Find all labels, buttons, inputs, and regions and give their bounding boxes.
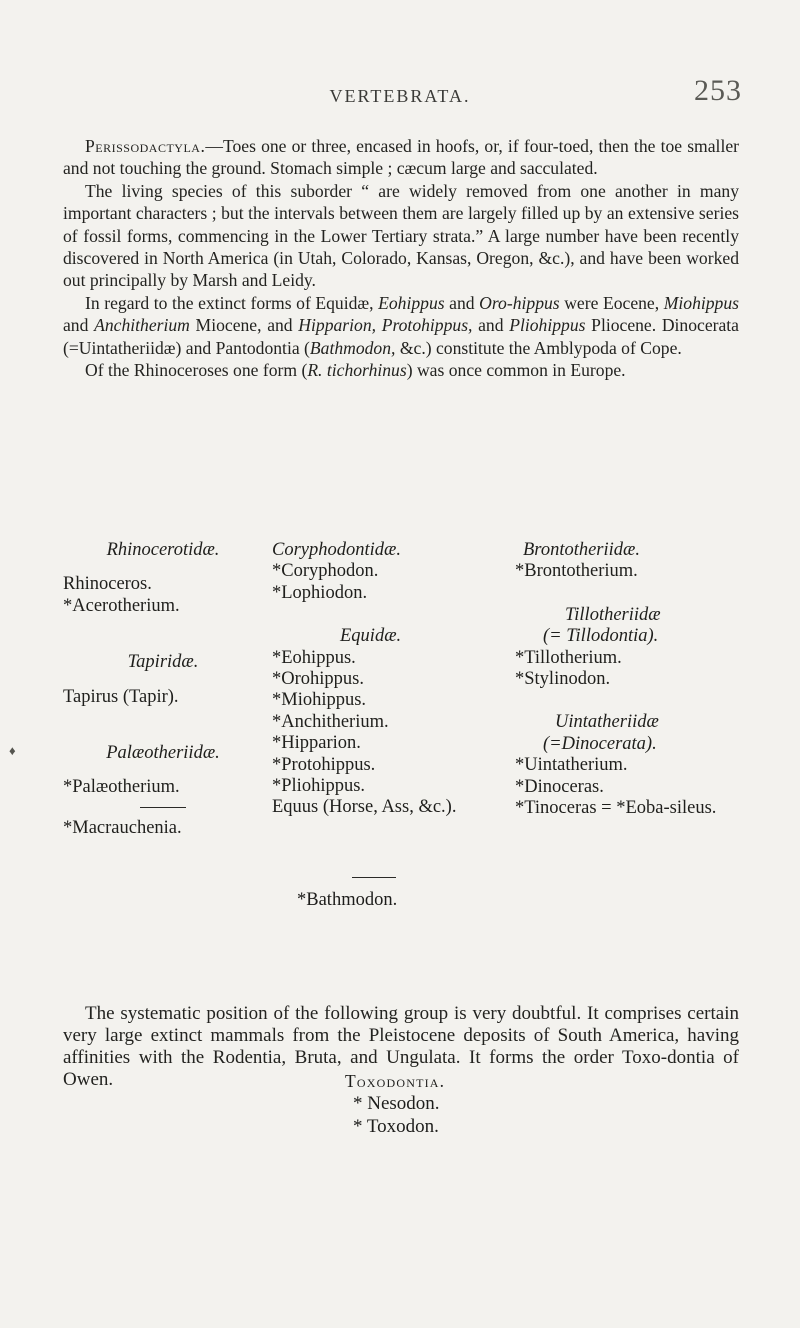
genus-entry: *Eohippus. bbox=[272, 647, 356, 668]
text-span: &c.) constitute the Amblypoda of Cope. bbox=[395, 337, 682, 358]
paragraph-extinct-equidae bbox=[63, 292, 739, 359]
genus-name: Miohippus bbox=[663, 292, 739, 313]
family-heading: Uintatheriidæ bbox=[555, 712, 659, 733]
genus-entry: Rhinoceros. bbox=[63, 574, 152, 595]
genus-entry: * Toxodon. bbox=[353, 1116, 439, 1137]
species-name: R. tichorhinus bbox=[307, 360, 407, 381]
genus-entry: *Brontotherium. bbox=[515, 561, 638, 582]
paragraph-systematic-position: The systematic position of the following group is very doubtful. It comprises certain very large extinct mammals from the Pleistocene deposits of South America, having affinities with the Rodentia, Bruta, and Ungulata. It forms the order Toxo-dontia of Owen. bbox=[63, 1003, 739, 1090]
paragraph-rhinoceroses bbox=[63, 359, 739, 381]
genus-entry: *Palæotherium. bbox=[63, 777, 180, 798]
family-heading: Equidæ. bbox=[340, 626, 402, 647]
genus-entry: *Dinoceras. bbox=[515, 776, 604, 797]
genus-entry: *Orohippus. bbox=[272, 669, 364, 690]
text-span: Of the Rhinoceroses one form ( bbox=[85, 360, 308, 381]
genus-name: Eohippus bbox=[378, 292, 445, 313]
genus-entry: *Acerotherium. bbox=[63, 595, 180, 616]
family-heading: Coryphodontidæ. bbox=[272, 540, 401, 560]
text-span: and bbox=[444, 292, 480, 313]
family-heading: Tapiridæ. bbox=[127, 652, 199, 673]
genus-entry: *Stylinodon. bbox=[515, 669, 611, 690]
intro-section bbox=[63, 135, 739, 381]
text-span: and bbox=[472, 315, 510, 336]
page-number: 253 bbox=[694, 74, 742, 107]
text-span: In regard to the extinct forms of Equidæ, bbox=[85, 292, 379, 313]
genus-entry: *Miohippus. bbox=[272, 690, 367, 711]
family-heading: Brontotheriidæ. bbox=[523, 540, 640, 560]
genus-entry: *Macrauchenia. bbox=[63, 817, 182, 838]
family-heading: Rhinocerotidæ. bbox=[106, 540, 220, 560]
section-rule bbox=[140, 807, 186, 808]
genus-entry: *Uintatherium. bbox=[515, 755, 628, 776]
genus-name: Bathmodon, bbox=[309, 337, 396, 358]
genus-entry: Equus (Horse, Ass, &c.). bbox=[272, 797, 457, 818]
text-span: Pliocene. Dinocerata (=Uintatheriidæ) and Pantodontia ( bbox=[63, 315, 739, 358]
paragraph-living-species: The living species of this suborder “ are widely removed from one another in many important characters ; but the intervals between them are largely filled up by an extensive series of fossil forms, commencing in the Lower Tertiary strata.” A large number have been recently discovered in North America (in Utah, Colorado, Kansas, Oregon, &c.), and have been worked out principally by Marsh and Leidy. bbox=[63, 180, 739, 291]
genus-entry-bathmodon: *Bathmodon. bbox=[297, 890, 398, 910]
genus-entry: *Coryphodon. bbox=[272, 561, 379, 582]
taxonomy-column-2 bbox=[272, 540, 512, 819]
genus-entry: *Pliohippus. bbox=[272, 776, 366, 797]
genus-entry: *Hipparion. bbox=[272, 733, 361, 754]
genus-entry: *Tillotherium. bbox=[515, 647, 622, 668]
text-span: were Eocene, bbox=[559, 292, 664, 313]
genus-entry: * Nesodon. bbox=[353, 1093, 440, 1114]
genus-entry: *Tinoceras = *Eoba-sileus. bbox=[515, 798, 717, 819]
taxonomy-column-3 bbox=[515, 540, 745, 819]
genus-name: Pliohippus bbox=[509, 315, 586, 336]
order-heading-toxodontia: Toxodontia. bbox=[345, 1071, 446, 1091]
text-span: Miocene, and bbox=[189, 315, 299, 336]
family-synonym: (=Dinocerata). bbox=[543, 733, 657, 754]
genus-entry: *Anchitherium. bbox=[272, 711, 389, 732]
section-rule bbox=[352, 877, 396, 878]
genus-name: Anchitherium bbox=[94, 315, 190, 336]
family-synonym: (= Tillodontia). bbox=[543, 626, 659, 647]
taxonomy-column-1 bbox=[63, 540, 263, 839]
paragraph-perissodactyla bbox=[63, 135, 739, 180]
family-heading: Palæotheriidæ. bbox=[106, 743, 220, 764]
genus-entry: *Lophiodon. bbox=[272, 582, 368, 603]
genus-name: Hipparion, Protohippus, bbox=[298, 315, 473, 336]
text-span: and bbox=[63, 315, 95, 336]
genus-entry: Tapirus (Tapir). bbox=[63, 686, 179, 707]
definition-text: —Toes one or three, encased in hoofs, or, if four-toed, then the toe smaller and not touching the ground. Stomach simple ; cæcum large and sacculated. bbox=[63, 136, 739, 179]
text-span: ) was once common in Europe. bbox=[406, 360, 626, 381]
term-perissodactyla: Perissodactyla. bbox=[85, 136, 206, 156]
genus-entry: *Protohippus. bbox=[272, 754, 376, 775]
genus-name: Oro-hippus bbox=[479, 292, 560, 313]
family-heading: Tillotheriidæ bbox=[565, 604, 661, 625]
margin-mark: ♦ bbox=[9, 743, 16, 758]
running-header: VERTEBRATA. bbox=[329, 86, 471, 106]
